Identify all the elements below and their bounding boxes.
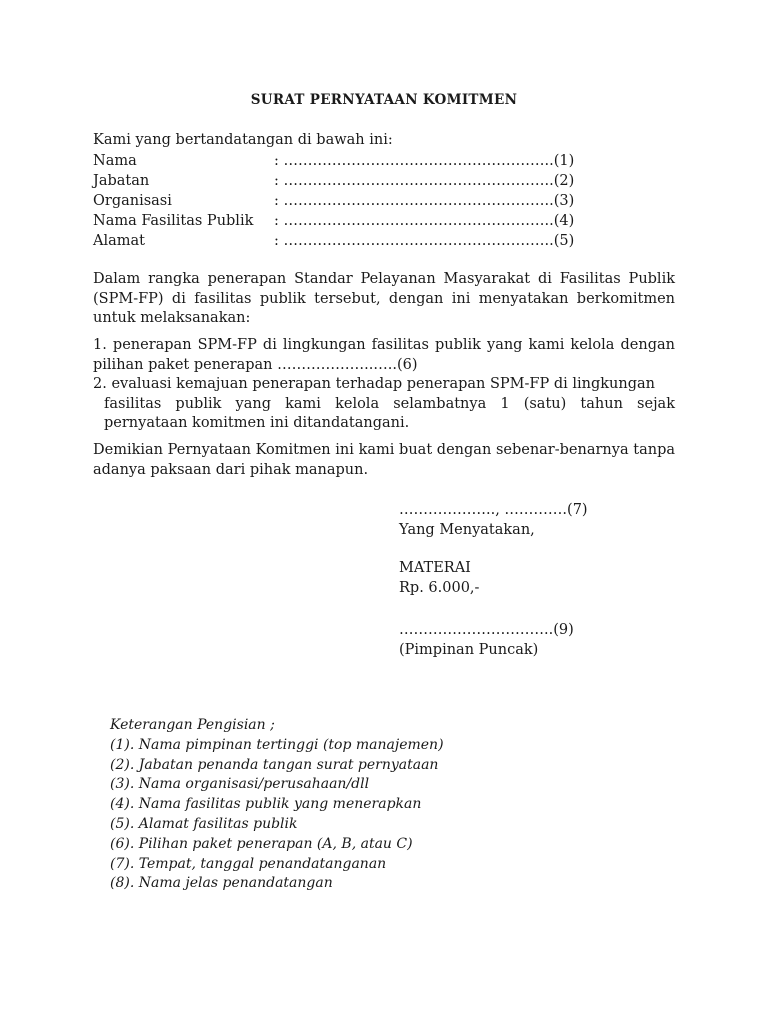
note-item: (7). Tempat, tanggal penandatanganan — [110, 855, 387, 872]
list-item-text: 2. evaluasi kemajuan penerapan terhadap penerapan SPM-FP di lingkungan — [93, 376, 655, 392]
place-date: ……………….., ………….(7) — [399, 502, 588, 518]
list-item — [93, 375, 675, 434]
identity-fields — [93, 151, 693, 251]
note-item: (8). Nama jelas penandatangan — [110, 875, 333, 892]
commitment-list — [93, 336, 675, 434]
signature-heading: Yang Menyatakan, — [399, 522, 535, 538]
stamp-label: MATERAI — [399, 560, 471, 576]
notes-heading: Keterangan Pengisian ; — [110, 717, 275, 733]
field-value: : ………………………………………………..(1) — [274, 153, 575, 169]
field-row-organisasi — [93, 191, 693, 211]
field-label: Nama — [93, 153, 137, 169]
field-value: : ………………………………………………..(5) — [274, 233, 575, 249]
field-label: Nama Fasilitas Publik — [93, 213, 254, 229]
note-item: (3). Nama organisasi/perusahaan/dll — [110, 776, 370, 793]
intro-text: Kami yang bertandatangan di bawah ini: — [93, 132, 393, 148]
filling-notes — [110, 716, 444, 894]
note-item: (4). Nama fasilitas publik yang menerapkan — [110, 796, 422, 813]
signer-name-line: …………………………..(9) — [399, 622, 574, 638]
field-row-alamat — [93, 231, 693, 251]
field-label: Alamat — [93, 233, 145, 249]
field-value: : ………………………………………………..(4) — [274, 213, 575, 229]
stamp-amount: Rp. 6.000,- — [399, 580, 480, 596]
note-item: (2). Jabatan penanda tangan surat pernyataan — [110, 756, 439, 773]
list-item-text: 1. penerapan SPM-FP di lingkungan fasilitas publik yang kami kelola dengan pilihan paket penerapan ………………..…..(6) — [93, 337, 675, 373]
field-label: Organisasi — [93, 193, 172, 209]
note-item: (5). Alamat fasilitas publik — [110, 815, 298, 832]
commitment-paragraph: Dalam rangka penerapan Standar Pelayanan Masyarakat di Fasilitas Publik (SPM-FP) di fasilitas publik tersebut, dengan ini menyatakan berkomitmen untuk melaksanakan: — [93, 271, 675, 326]
field-value: : ………………………………………………..(3) — [274, 193, 575, 209]
field-row-nama — [93, 151, 693, 171]
list-item-continuation: fasilitas publik yang kami kelola selambatnya 1 (satu) tahun sejak pernyataan komitmen ini ditandatangani. — [104, 395, 675, 431]
list-item — [93, 336, 675, 375]
closing-paragraph: Demikian Pernyataan Komitmen ini kami buat dengan sebenar-benarnya tanpa adanya paksaan dari pihak manapun. — [93, 442, 675, 478]
field-value: : ………………………………………………..(2) — [274, 173, 575, 189]
signer-role: (Pimpinan Puncak) — [399, 642, 539, 658]
note-item: (6). Pilihan paket penerapan (A, B, atau C) — [110, 835, 413, 852]
field-row-fasilitas — [93, 211, 693, 231]
signature-block — [399, 500, 588, 660]
field-label: Jabatan — [93, 173, 150, 189]
field-row-jabatan — [93, 171, 693, 191]
note-item: (1). Nama pimpinan tertinggi (top manajemen) — [110, 736, 444, 753]
document-title: SURAT PERNYATAAN KOMITMEN — [250, 92, 518, 108]
